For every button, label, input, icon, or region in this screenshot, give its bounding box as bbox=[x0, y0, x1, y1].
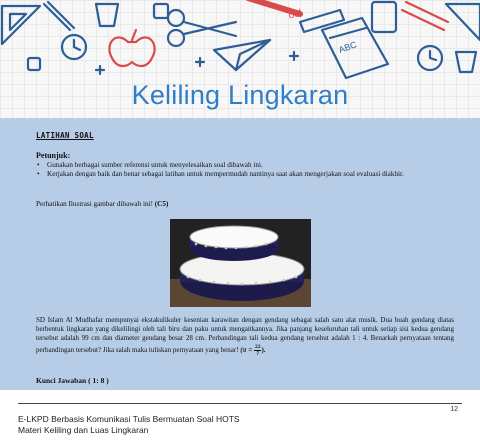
footer-subtitle: Materi Keliling dan Luas Lingkaran bbox=[18, 425, 149, 435]
pi-prefix: (π = bbox=[240, 345, 254, 354]
section-heading: LATIHAN SOAL bbox=[36, 131, 94, 140]
pi-denominator: 7 bbox=[256, 350, 260, 357]
illustration-prompt bbox=[36, 200, 168, 208]
footer-title: E-LKPD Berbasis Komunikasi Tulis Bermuatan Soal HOTS bbox=[18, 414, 240, 424]
cognitive-level-code: (C5) bbox=[154, 200, 169, 208]
prompt-text: Perhatikan Ilustrasi gambar dibawah ini! bbox=[36, 200, 155, 208]
answer-key: Kunci Jawaban ( 1: 8 ) bbox=[36, 376, 109, 385]
drums-illustration bbox=[170, 219, 311, 307]
instructions-list bbox=[36, 161, 456, 179]
decor-text-abc: ABC bbox=[337, 39, 359, 56]
pi-numerator: 22 bbox=[254, 343, 261, 350]
page-title: Keliling Lingkaran bbox=[131, 80, 349, 110]
instructions-title: Petunjuk: bbox=[36, 151, 71, 160]
worksheet-content bbox=[0, 118, 480, 390]
page-number: 12 bbox=[450, 406, 458, 413]
decor-text-school: ool bbox=[287, 7, 304, 22]
problem-text: SD Islam Al Mudhafar mempunyai ekstakulikuler kesenian karawitan dengan gendang sebagai salah satu alat musik. Dua buah gendang diatas berbentuk lingkaran yang dikelilingi oleh tali biru dan paku untuk mengaitkannya. Jika panjang keseluruhan tali untuk setiap sisi kedua gendang tersebut adalah 99 cm dan diameter gendang besar 28 cm. Perbandingan tali kedua gendang tersebut adalah 1 : 4. Benarkah pernyataan tentang perbandingan tersebut? Jika salah maka tuliskan pernyataan yang benar! bbox=[36, 316, 454, 354]
pi-suffix: ). bbox=[261, 345, 266, 354]
instruction-item: • Gunakan berbagai sumber referensi untuk menyelesaikan soal dibawah ini. bbox=[36, 161, 456, 170]
header-banner bbox=[0, 0, 480, 118]
problem-statement bbox=[36, 316, 454, 357]
instruction-item: • Kerjakan dengan baik dan benar sebagai latihan untuk mempermudah nantinya saat akan mengerjakan soal evaluasi diakhir. bbox=[36, 170, 456, 179]
footer-divider bbox=[18, 403, 462, 404]
